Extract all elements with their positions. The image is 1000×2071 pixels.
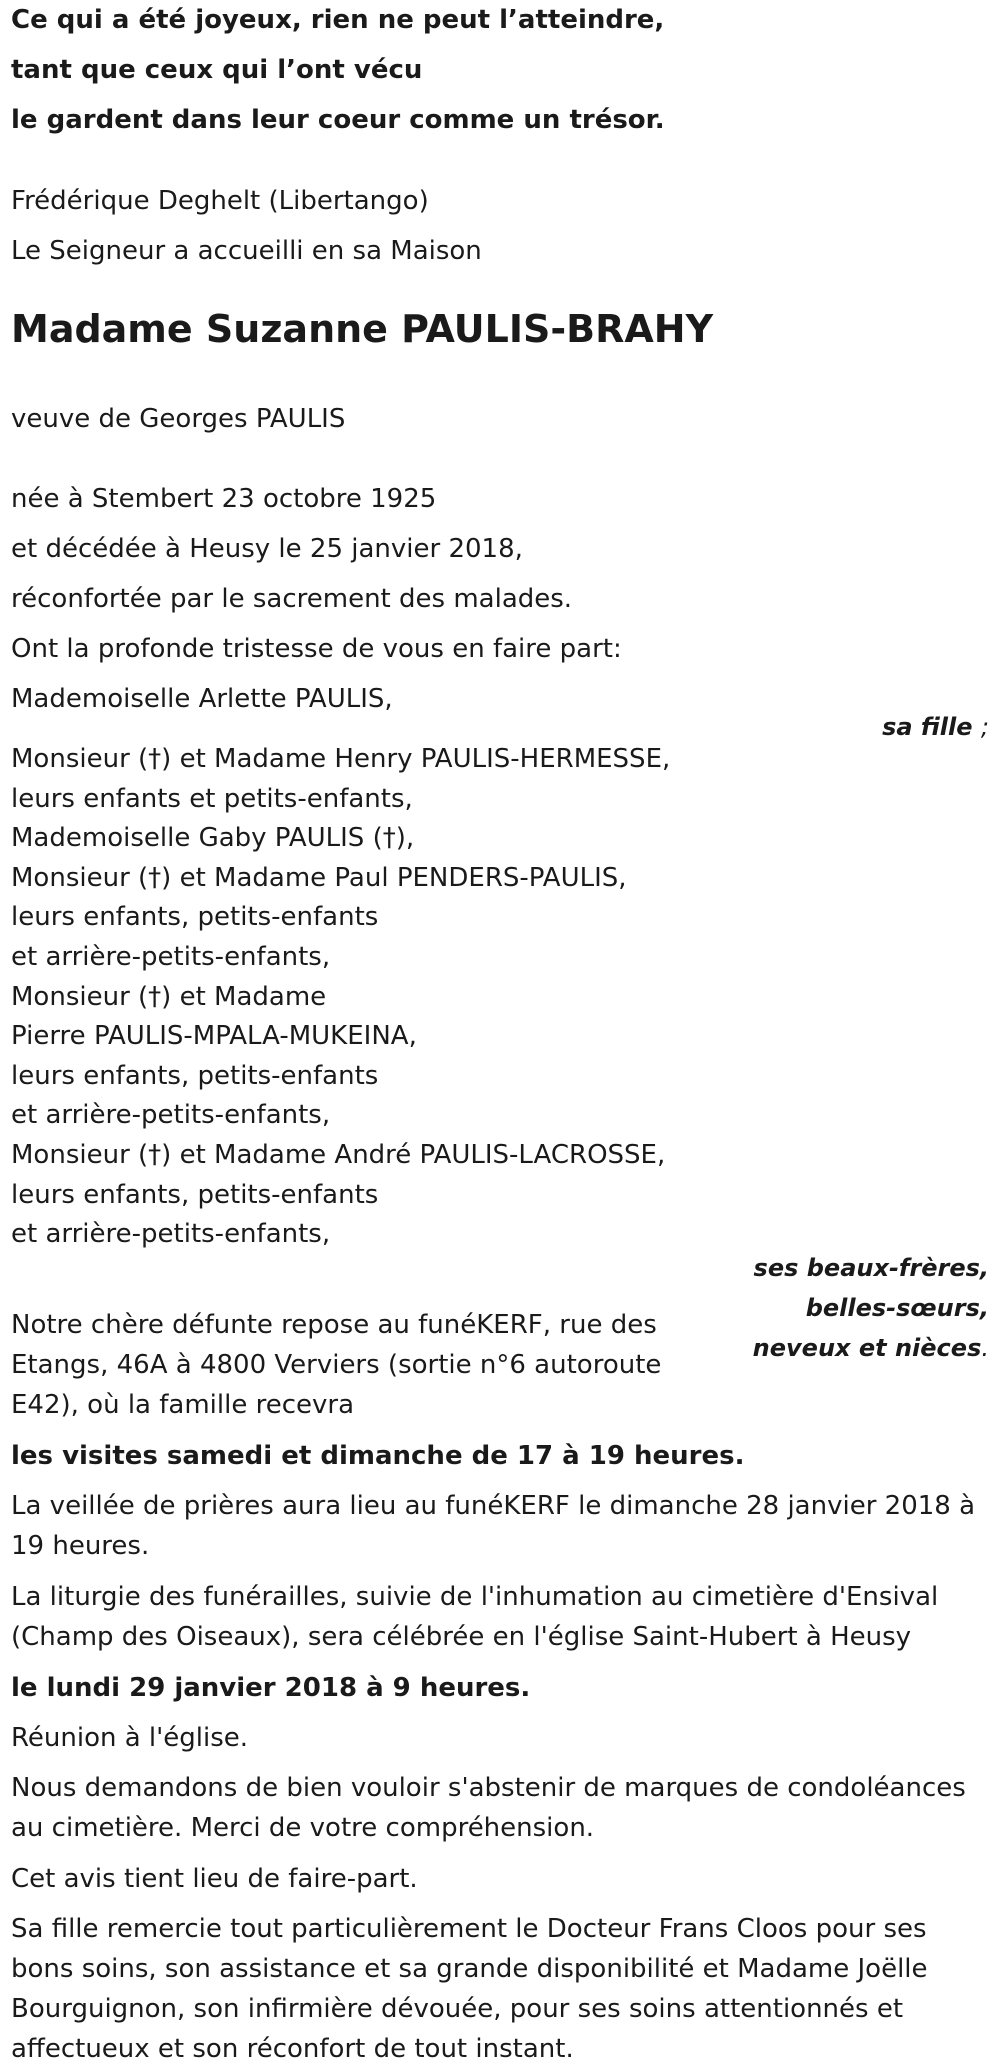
- family-line: et arrière-petits-enfants,: [11, 1219, 331, 1250]
- visits-line: les visites samedi et dimanche de 17 à 19 heures.: [11, 1441, 745, 1471]
- family-line: et arrière-petits-enfants,: [11, 1100, 331, 1131]
- intro-text: Le Seigneur a accueilli en sa Maison: [11, 236, 482, 266]
- condolences-line: Nous demandons de bien vouloir s'abstenir de marques de condoléances: [11, 1773, 966, 1803]
- thanks-line: Sa fille remercie tout particulièrement le Docteur Frans Cloos pour ses: [11, 1914, 927, 1944]
- family-line: leurs enfants, petits-enfants: [11, 902, 379, 933]
- repose-line: Etangs, 46A à 4800 Verviers (sortie n°6 autoroute: [11, 1350, 662, 1380]
- thanks-line: bons soins, son assistance et sa grande disponibilité et Madame Joëlle: [11, 1954, 928, 1984]
- family-line: leurs enfants et petits-enfants,: [11, 783, 413, 814]
- repose-line: E42), où la famille recevra: [11, 1390, 355, 1420]
- poem-line: Ce qui a été joyeux, rien ne peut l’atteindre,: [11, 5, 665, 35]
- family-line: leurs enfants, petits-enfants: [11, 1060, 379, 1091]
- family-line: Monsieur (†) et Madame: [11, 981, 327, 1012]
- thanks-line: affectueux et son réconfort de tout instant.: [11, 2034, 574, 2064]
- family-role-punct: .: [981, 1334, 989, 1362]
- family-line: Pierre PAULIS-MPALA-MUKEINA,: [11, 1021, 417, 1052]
- funeral-date: le lundi 29 janvier 2018 à 9 heures.: [11, 1673, 531, 1703]
- birth-line: née à Stembert 23 octobre 1925: [11, 484, 437, 514]
- notice-line: Cet avis tient lieu de faire-part.: [11, 1864, 418, 1894]
- vigil-line: La veillée de prières aura lieu au funéKERF le dimanche 28 janvier 2018 à: [11, 1491, 976, 1521]
- thanks-line: Bourguignon, son infirmière dévouée, pour ses soins attentionnés et: [11, 1994, 904, 2024]
- poem-line: le gardent dans leur coeur comme un trésor.: [11, 105, 665, 135]
- meeting-line: Réunion à l'église.: [11, 1723, 249, 1753]
- death-line: et décédée à Heusy le 25 janvier 2018,: [11, 534, 523, 564]
- family-line: leurs enfants, petits-enfants: [11, 1179, 379, 1210]
- quote-author: Frédérique Deghelt (Libertango): [11, 186, 429, 216]
- poem-line: tant que ceux qui l’ont vécu: [11, 55, 423, 85]
- daughter-name: Mademoiselle Arlette PAULIS,: [11, 684, 393, 714]
- repose-line: Notre chère défunte repose au funéKERF, rue des: [11, 1310, 657, 1340]
- family-line: Monsieur (†) et Madame André PAULIS-LACROSSE,: [11, 1140, 666, 1170]
- family-line: Monsieur (†) et Madame Henry PAULIS-HERMESSE,: [11, 744, 671, 774]
- widow-of: veuve de Georges PAULIS: [11, 404, 346, 434]
- daughter-role: [882, 708, 989, 747]
- condolences-line: au cimetière. Merci de votre compréhension.: [11, 1813, 595, 1843]
- family-role-text: neveux et nièces: [752, 1334, 982, 1362]
- daughter-role-punct: ;: [980, 713, 989, 741]
- family-role-line: [753, 1329, 989, 1368]
- liturgy-line: (Champ des Oiseaux), sera célébrée en l'église Saint-Hubert à Heusy: [11, 1622, 912, 1652]
- vigil-line: 19 heures.: [11, 1531, 150, 1561]
- family-role-line: ses beaux-frères,: [753, 1254, 989, 1282]
- comfort-line: réconfortée par le sacrement des malades.: [11, 584, 573, 614]
- liturgy-line: La liturgie des funérailles, suivie de l'inhumation au cimetière d'Ensival: [11, 1582, 939, 1612]
- daughter-role-text: sa fille: [882, 713, 973, 741]
- family-line: Mademoiselle Gaby PAULIS (†),: [11, 823, 415, 854]
- announce-line: Ont la profonde tristesse de vous en faire part:: [11, 634, 622, 664]
- family-role-line: belles-sœurs,: [805, 1294, 989, 1322]
- deceased-name: Madame Suzanne PAULIS-BRAHY: [11, 307, 714, 351]
- family-line: et arrière-petits-enfants,: [11, 942, 331, 972]
- family-line: Monsieur (†) et Madame Paul PENDERS-PAULIS,: [11, 862, 627, 893]
